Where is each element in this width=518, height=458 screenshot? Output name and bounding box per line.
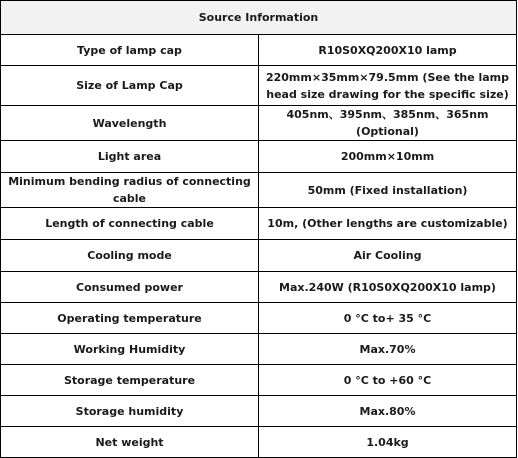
table-row [1,427,517,458]
spec-value: 220mm×35mm×79.5mm (See the lamp head size drawing for the specific size) [259,66,517,106]
spec-value: R10S0XQ200X10 lamp [259,35,517,66]
table-row [1,240,517,272]
spec-label: Wavelength [1,106,259,141]
table-row [1,35,517,66]
spec-label: Cooling mode [1,240,259,272]
table-title: Source Information [1,1,517,35]
table-header-row [1,1,517,35]
table-row [1,303,517,334]
spec-label: Light area [1,141,259,173]
table-row [1,334,517,365]
spec-value: 200mm×10mm [259,141,517,173]
spec-value: Max.240W (R10S0XQ200X10 lamp) [259,272,517,303]
spec-value: Air Cooling [259,240,517,272]
spec-label: Consumed power [1,272,259,303]
spec-value: 1.04kg [259,427,517,458]
table-row [1,208,517,240]
spec-label: Storage temperature [1,365,259,396]
spec-value: Max.70% [259,334,517,365]
spec-value: 10m, (Other lengths are customizable) [259,208,517,240]
table-row [1,365,517,396]
spec-value: 0 °C to+ 35 °C [259,303,517,334]
spec-value: Max.80% [259,396,517,427]
spec-value: 0 °C to +60 °C [259,365,517,396]
spec-value: 50mm (Fixed installation) [259,173,517,208]
spec-label: Working Humidity [1,334,259,365]
spec-label: Size of Lamp Cap [1,66,259,106]
table-row [1,141,517,173]
spec-label: Minimum bending radius of connecting cable [1,173,259,208]
table-row [1,66,517,106]
table-body [1,35,517,458]
spec-label: Operating temperature [1,303,259,334]
spec-label: Storage humidity [1,396,259,427]
table-row [1,106,517,141]
table-row [1,396,517,427]
spec-label: Length of connecting cable [1,208,259,240]
table-row [1,272,517,303]
spec-label: Net weight [1,427,259,458]
table-row [1,173,517,208]
spec-label: Type of lamp cap [1,35,259,66]
spec-value: 405nm、395nm、385nm、365nm (Optional) [259,106,517,141]
